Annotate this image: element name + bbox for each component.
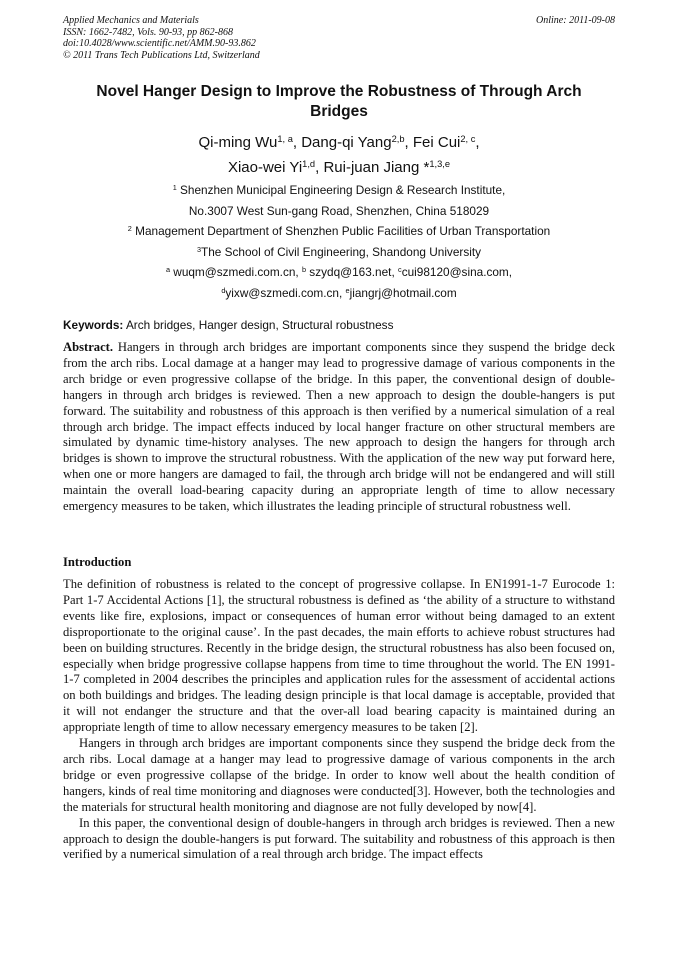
abstract-label: Abstract. (63, 340, 114, 354)
affiliation-1: $^1$ Shenzhen Municipal Engineering Design & Research Institute, (172, 182, 506, 197)
affiliation-2: $^2$ Management Department of Shenzhen Public Facilities of Urban Transportation (127, 224, 551, 239)
keywords (63, 317, 615, 333)
introduction-heading: Introduction (63, 555, 132, 569)
author-sup: 1, a (277, 133, 293, 144)
author-list (70, 130, 608, 180)
copyright-line: © 2011 Trans Tech Publications Ltd, Switzerland (63, 49, 260, 61)
introduction-body (63, 577, 615, 863)
author-sup: 2, c (460, 133, 476, 144)
emails-line-2: $^d$yixw@szmedi.com.cn, $^e$jiangrj@hotmail.com (221, 285, 457, 300)
author-name: Fei Cui (412, 134, 461, 151)
affiliations (70, 180, 608, 304)
author-sup: 1,3,e (429, 158, 451, 169)
doi-line: doi:10.4028/www.scientific.net/AMM.90-93.862 (63, 38, 256, 49)
intro-paragraph-1: The definition of robustness is related to the concept of progressive collapse. In EN1991-1-7 Eurocode 1: Part 1-7 Accidental Actions [1], the structural robustness is defined as ‘the ability of a structure to withstand events like fire, explosions, impact or consequences of human error without being damaged to an extent disproportionate to the original cause’. In the past decades, the main efforts to achieve robust structures had been on building structures. Recently in the bridge design, the structural robustness has also been focused on, especially when bridge progressive collapse happens from time to time throughout the world. The EN 1991-1-7 completed in 2004 describes the principles and application rules for the assessment of accidental actions on both buildings and bridges. The leading design principle is that local damage is acceptable, provided that it will not endanger the structure and that the over-all load bearing capacity is maintained during an appropriate length of time to allow necessary emergency measures to be taken [2]. (63, 577, 615, 735)
author-sup: 2,b (391, 133, 405, 144)
author-name: Dang-qi Yang (301, 134, 392, 151)
author-line-2: Xiao-wei Yi$^{1,d}$, Rui-juan Jiang *$^{1,3,e}$ (227, 158, 451, 176)
online-date: Online: 2011-09-08 (536, 15, 615, 26)
affiliation-3: $^3$The School of Civil Engineering, Shandong University (196, 244, 482, 259)
paper-title: Novel Hanger Design to Improve the Robustness of Through Arch Bridges (96, 83, 582, 120)
journal-name: Applied Mechanics and Materials (63, 15, 199, 26)
keywords-text: Arch bridges, Hanger design, Structural robustness (123, 318, 394, 332)
intro-paragraph-3: In this paper, the conventional design of double-hangers in through arch bridges is reviewed. Then a new approach to design the double-hangers is put forward. The suitability and robustness of this approach is then verified by a numerical simulation of a real through arch bridge. The impact effects (63, 815, 615, 862)
abstract-text: Hangers in through arch bridges are important components since they suspend the bridge deck from the arch ribs. Local damage at a hanger may lead to progressive damage of various components in the arch bridge or even progressive collapse of the bridge. In this paper, the conventional design of double-hangers in through arch bridges is reviewed. Then a new approach to design the double-hangers is put forward. The suitability and robustness of this approach is then verified by a numerical simulation of a real through arch bridge. The impact effects induced by local hanger fracture on other structural members are simulated by dynamic time-history analyses. The new approach to design the hangers for through arch bridges is shown to improve the structural robustness. With the application of the new way put forward here, when one or more hangers are damaged to fail, the through arch bridge will not be endangered and will still maintain the overall load-bearing capacity during an appropriate length of time to allow necessary emergency measures to be taken, which illustrates the leading principle of structural robustness well. (63, 340, 615, 514)
abstract (63, 340, 615, 515)
intro-paragraph-2: Hangers in through arch bridges are important components since they suspend the bridge deck from the arch ribs. Local damage at a hanger may lead to progressive damage of various components in the arch bridge or even progressive collapse of the bridge. In order to know well about the health condition of hangers, kinds of real time monitoring and diagnoses were conducted[3]. However, both the technologies and the materials for structural health monitoring and diagnose are not fully developed by now[4]. (63, 736, 615, 814)
author-sup: 1,d (302, 158, 316, 169)
affiliation-1-address: No.3007 West Sun-gang Road, Shenzhen, China 518029 (188, 203, 490, 218)
author-name: Xiao-wei Yi (227, 159, 303, 176)
author-name: Rui-juan Jiang * (323, 159, 430, 176)
journal-header (63, 15, 615, 61)
author-name: Qi-ming Wu (198, 134, 278, 151)
issn-line: ISSN: 1662-7482, Vols. 90-93, pp 862-868 (63, 26, 233, 38)
emails-line-1: $^a$ wuqm@szmedi.com.cn, $^b$ szydq@163.net, $^c$cui98120@sina.com, (165, 265, 513, 280)
keywords-label: Keywords: (63, 318, 124, 332)
author-line-1: Qi-ming Wu$^{1, a}$, Dang-qi Yang$^{2,b}$, Fei Cui$^{2, c}$, (198, 133, 480, 151)
